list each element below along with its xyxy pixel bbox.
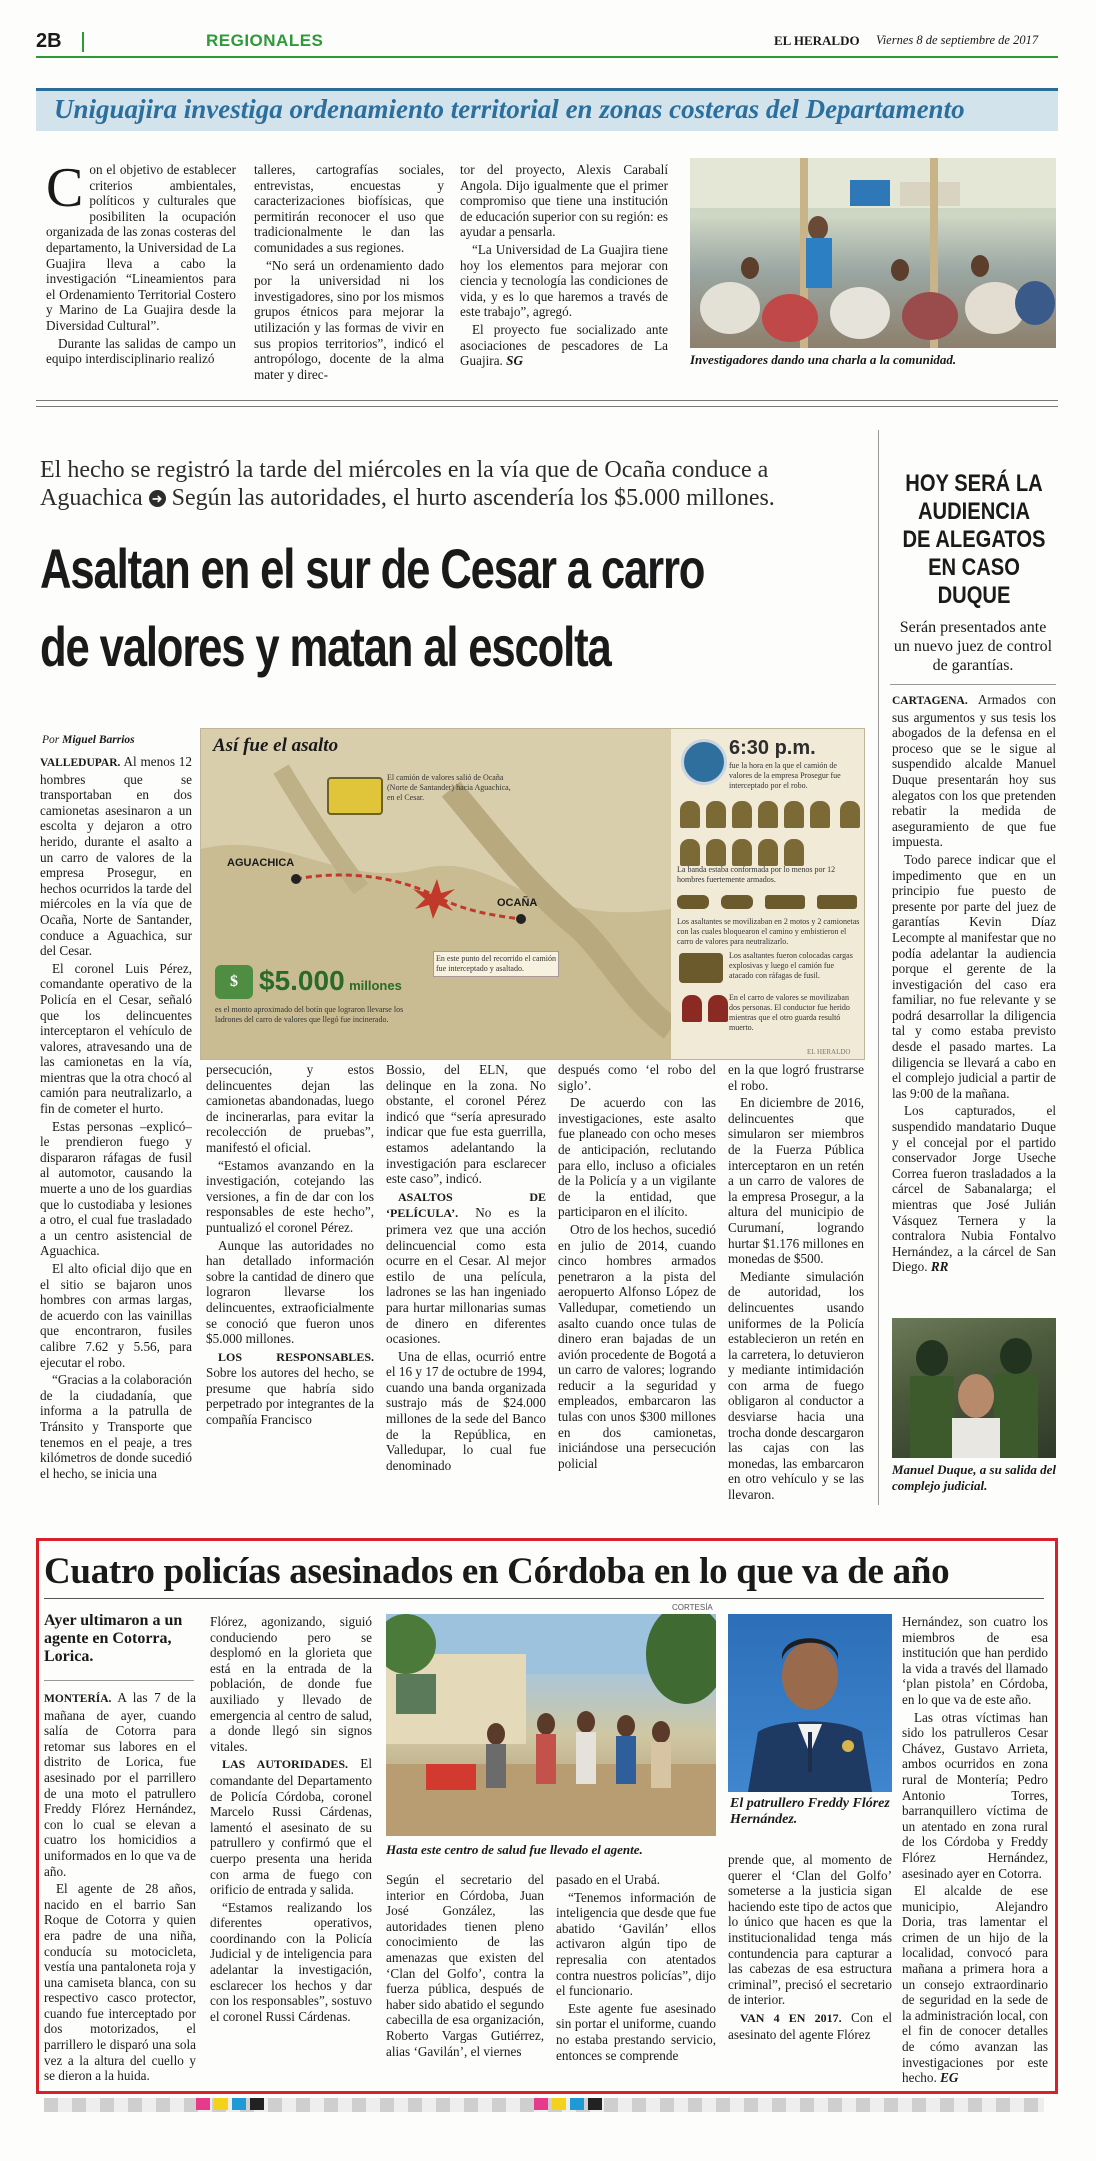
dateline: MONTERÍA. (44, 1693, 112, 1705)
cyan-swatch (232, 2098, 246, 2110)
sidebar-divider (878, 430, 879, 1505)
paragraph: El coronel Luis Pérez, comandante operativo de la Policía en el Cesar, señaló que los delincuentes interceptaron el vehículo de valores, atravesando una de las camionetas en la vía, mientras que la otra chocó al camión para neutralizarlo, a fin de cometer el hurto. (40, 960, 192, 1117)
story3-column-1 (44, 1690, 196, 2086)
story2-title-line-1: Asaltan en el sur de Cesar a carro (40, 537, 705, 600)
header-rule (36, 56, 1058, 58)
byline (42, 734, 135, 746)
signature: EG (940, 2070, 959, 2086)
paragraph: Los capturados, el suspendido mandatario Duque y el concejal por el partido conservador Jorge Useche Correa fueron trasladados a la cárcel de Sabanalarga; el mientras que José Julián Vásquez Ternera y la contralora Nubia Fontalvo Hernández, a la cárcel de San Diego. (892, 1103, 1056, 1275)
story3-column-5 (728, 1852, 892, 2044)
section-name: REGIONALES (206, 31, 324, 50)
kicker-part-2: Según las autoridades, el hurto ascendería los $5.000 millones. (171, 485, 775, 511)
paragraph: Aunque las autoridades no han detallado información sobre la cantidad de dinero que lograron llevarse los delincuentes, extraoficialmente se conoció que fueron unos $5.000 millones. (206, 1237, 374, 1347)
paragraph: De acuerdo con las investigaciones, este asalto fue planeado con ocho meses de anticipación, reclutando para ello, incluso a oficiales de la Policía y a un vigilante de la entidad, que participaron en el ilícito. (558, 1095, 716, 1220)
paragraph: pasado en el Urabá. (556, 1872, 660, 1887)
paragraph: Sobre los autores del hecho, se presume que habría sido perpetrado por integrantes de la compañía Francisco (206, 1365, 374, 1428)
paragraph: Bossio, del ELN, que delinque en la zona. No obstante, el coronel Pérez indicó que “sería apresurado indicar que fue esta guerrilla, estamos adelantando la investigación para esclarecer este caso”, indicó. (386, 1062, 546, 1187)
paragraph: Otro de los hechos, sucedió en julio de 2014, cuando cinco hombres armados penetraron a la pista del aeropuerto Alfonso López de Valledupar, cometiendo un asalto cuando once tulas de dinero eran bajadas de un avión procedente de Bogotá a un carro de valores; logrando reducir a la seguridad y empleados, embarcaron las tulas con unos $300 millones en dos camionetas, iniciándose una persecución policial (558, 1221, 716, 1471)
truck-note: El camión de valores salió de Ocaña (Norte de Santander) hacia Aguachica, en el Cesar. (387, 773, 511, 802)
infographic-title: Así fue el asalto (213, 735, 339, 756)
story2-column-4 (558, 1062, 716, 1473)
paragraph: “La Universidad de La Guajira tiene hoy los elementos para mejorar con ciencia y tecnología las condiciones de vida, y es lo que haremos a través de este trabajo”, agregó. (460, 241, 668, 320)
paragraph: Durante las salidas de campo un equipo interdisciplinario realizó (46, 335, 236, 367)
researchers-caption: Investigadores dando una charla a la comunidad. (690, 352, 957, 367)
paragraph: tor del proyecto, Alexis Carabalí Angola. Dijo igualmente que el primer compromiso que tiene una institución de educación superior con su región: es ayudar a pensarla. (460, 162, 668, 240)
yellow-swatch (214, 2098, 228, 2110)
money-value (259, 965, 402, 997)
dateline: CARTAGENA. (892, 695, 968, 707)
sidebar-subtitle: Serán presentados ante un nuevo juez de control de garantías. (893, 619, 1053, 674)
story3-subtitle-rule (44, 1680, 194, 1681)
dateline: VALLEDUPAR. (40, 757, 121, 769)
paragraph: El agente de 28 años, nacido en el barrio San Roque de Cotorra y quien era padre de una niña, conducía su motocicleta, vestía una pantaloneta roja y una camiseta blanca, con su respectivo casco protector, cuando fue interceptado por dos motorizados, el parrillero le disparó una sola vez a la altura del cuello y se dieron a la huida. (44, 1881, 196, 2084)
story2-column-5 (728, 1062, 864, 1505)
clock-icon (681, 739, 727, 785)
paragraph: Al menos 12 hombres que se transportaban en dos camionetas asesinaron a un escolta y dejaron a otro herido, durante el asalto a un carro de valores de la empresa Prosegur, en hechos ocurridos la tarde del miércoles en la vía que de Ocaña, Norte de Santander, conduce a Aguachica, sur del Cesar. (40, 754, 192, 959)
paragraph: Mediante simulación de autoridad, los delincuentes usando uniformes de la Policía establecieron un retén en la carretera, lo detuvieron y mediante intimidación con arma de fuego obligaron al conductor a desviarse hacia una trocha donde descargaron las cajas con las monedas, las embarcaron en otro vehículo y se las llevaron. (728, 1268, 864, 1503)
subheading: LAS AUTORIDADES. (222, 1757, 349, 1772)
paragraph: Hernández, son cuatro los miembros de esa institución que han perdido la vida a través del llamado ‘plan pistola’ en Córdoba, en lo que va de este año. (902, 1614, 1048, 1707)
paragraph: Este agente fue asesinado sin portar el uniforme, cuando no estaba prestando servicio, entonces se comprende (556, 2000, 716, 2063)
paragraph: Una de ellas, ocurrió entre el 16 y 17 de octubre de 1994, cuando una banda organizada sustrajo más de $24.000 millones de la sede del Banco de la República, en Valledupar, lo cual fue denominado (386, 1348, 546, 1473)
weapons-note: Los asaltantes fueron colocadas cargas explosivas y luego el camión fue atacado con ráfagas de fusil. (729, 951, 853, 980)
victims-note: En el carro de valores se movilizaban dos personas. El conductor fue herido mientras que el otro guarda resultó muerto. (729, 993, 850, 1032)
paragraph: El alto oficial dijo que en el sitio se bajaron unos hombres con armas largas, de acuerdo con las vainillas que encontraron, fusiles calibre 7.62 y 5.56, para ejecutar el robo. (40, 1261, 192, 1370)
paragraph: on el objetivo de establecer criterios ambientales, políticos y culturales que posibiliten la ocupación organizada de las zonas costeras del departamento, la Universidad de La Guajira lleva a cabo la investigación “Lineamientos para el Ordenamiento Territorial Costero y Marino de La Guajira desde la Diversidad Cultural”. (46, 162, 236, 333)
story2-kicker (40, 456, 840, 512)
signature: SG (506, 353, 523, 369)
gang-note: La banda estaba conformada por lo menos por 12 hombres fuertemente armados. (677, 865, 836, 884)
story1-column-1 (46, 157, 236, 369)
kicker-part-1: El hecho se registró la tarde del miércoles en la vía que de Ocaña conduce a Aguachica (40, 457, 769, 511)
paragraph: en la que logró frustrarse el robo. (728, 1062, 864, 1093)
arrow-bullet-icon: ➜ (149, 490, 166, 507)
health-center-illustration (386, 1614, 716, 1836)
subheading: VAN 4 EN 2017. (740, 2010, 842, 2025)
paragraph: A las 7 de la mañana de ayer, cuando salía de Cotorra para retomar sus labores en el distrito de Lorica, fue asesinado por el parrillero de una moto el patrullero Freddy Flórez Hernández, con lo cual se elevan a cuatro los homicidios a uniformados en lo que va de año. (44, 1690, 196, 1879)
sidebar-body (892, 692, 1056, 1277)
sidebar-rule (890, 684, 1056, 685)
paragraph: “Estamos avanzando en la investigación, cotejando las versiones, a fin de dar con los responsables de este hecho”, puntualizó el coronel Pérez. (206, 1157, 374, 1235)
money-bag-icon: $ (215, 965, 253, 999)
money-note: es el monto aproximado del botín que lograron llevarse los ladrones del carro de valores que llegó fue incinerado. (215, 1005, 404, 1024)
page-number: 2B (36, 30, 62, 52)
paragraph: Según el secretario del interior en Córdoba, Juan José González, las autoridades tienen pleno conocimiento de las amenazas que existen del ‘Clan del Golfo’, contra la fuerza pública, después de haber sido abatido el segundo cabecilla de esa organización, Roberto Vargas Gutiérrez, alias ‘Gavilán’, el viernes (386, 1872, 544, 2059)
paragraph: El proyecto fue socializado ante asociaciones de pescadores de La Guajira. (460, 321, 668, 369)
paragraph: El comandante del Departamento de Policía Córdoba, coronel Marcelo Russi Cárdenas, lamentó el asesinato de su patrullero y confirmó que el cuerpo presenta una herida con arma de fuego con orificio de entrada y salida. (210, 1756, 372, 1898)
black-swatch (250, 2098, 264, 2110)
duque-photo (892, 1318, 1056, 1458)
paragraph: prende que, al momento de querer el ‘Clan del Golfo’ someterse a la justicia sigan haciendo este tipo de actos que lo único que hacen es que la institucionalidad tenga más contundencia para capturar a las cabezas de esa estructura criminal”, precisó el secretario de interior. (728, 1852, 892, 2008)
paragraph: “Estamos realizando los diferentes operativos, coordinando con la Policía Judicial y de inteligencia para adelantar la investigación, esclarecer los hechos y dar con los responsables”, sostuvo el coronel Russi Cárdenas. (210, 1899, 372, 2024)
map-label-aguachica: AGUACHICA (227, 857, 295, 869)
assault-time: 6:30 p.m. (729, 737, 816, 759)
paragraph: después como ‘el robo del siglo’. (558, 1062, 716, 1093)
cyan-swatch (570, 2098, 584, 2110)
sidebar-title: HOY SERÁ LA AUDIENCIA DE ALEGATOS EN CASO DUQUE (902, 470, 1046, 609)
black-swatch (588, 2098, 602, 2110)
yellow-swatch (552, 2098, 566, 2110)
assault-infographic (200, 728, 865, 1060)
paragraph: persecución, y estos delincuentes dejan las camionetas abandonadas, luego de incinerarlas, para evitar la recolección de pruebas”, manifestó el oficial. (206, 1062, 374, 1155)
paragraph: Todo parece indicar que el impedimento que en un principio fue puesto de presente por parte del juez de garantías Kevin Díaz Lecompte al manifestar que no podía adelantar la audiencia porque el gerente de la investigación del caso era familiar, no fue relevante y se podrá desarrollar la diligencia tal y como estaba previsto desde el pasado martes. La diligencia se llevará a cabo en el complejo judicial a partir de las 9:00 de la mañana. (892, 851, 1056, 1101)
byline-prefix: Por (42, 734, 60, 746)
health-center-caption: Hasta este centro de salud fue llevado el agente. (386, 1842, 643, 1857)
paragraph: Con el asesinato del agente Flórez (728, 2009, 892, 2042)
story3-title: Cuatro policías asesinados en Córdoba en lo que va de año (44, 1551, 950, 1592)
paragraph: Estas personas –explicó– le prendieron fuego y dispararon ráfagas de fusil al automotor, causando la muerte a uno de los guardias que lo custodiaba y lesiones a otro, el cual fue trasladado a un centro asistencial de Aguachica. (40, 1118, 192, 1259)
story2-title-line-2: de valores y matan al escolta (40, 615, 611, 678)
money-amount: $5.000 (259, 965, 345, 996)
paragraph: Las otras víctimas han sido los patrulleros Cesar Chávez, Gustavo Arrieta, ambos ocurridos en zona rural de Montería; Pedro Antonio Torres, barranquillero víctima de un atentado en zona rural de los Córdoba y Freddy Flórez Hernández, asesinado ayer en Cotorra. (902, 1709, 1048, 1881)
story2-column-2 (206, 1062, 374, 1430)
photo-credit: CORTESÍA (672, 1603, 713, 1612)
researchers-photo (690, 158, 1056, 348)
dropcap: C (46, 157, 84, 219)
subheading: ASALTOS DE ‘PELÍCULA’. (386, 1189, 546, 1221)
health-center-photo (386, 1614, 716, 1836)
story3-title-rule (44, 1598, 1044, 1599)
byline-name: Miguel Barrios (62, 734, 135, 746)
patrolman-photo (728, 1614, 892, 1792)
story3-column-4 (556, 1872, 716, 2065)
story1-column-3 (460, 162, 668, 371)
story1-banner (36, 88, 1058, 131)
point-note: En este punto del recorrido el camión fue interceptado y asaltado. (433, 951, 559, 977)
time-note: fue la hora en la que el camión de valores de la empresa Prosegur fue interceptado por el robo. (729, 761, 841, 790)
paragraph: No es la primera vez que una acción delincuencial como esta ocurre en el Cesar. Al mejor estilo de una película, ladrones se las han ingeniado para hurtar millonarias sumas de dinero en diferentes ocasiones. (386, 1205, 547, 1347)
print-color-bar (44, 2098, 1044, 2112)
newspaper-name: EL HERALDO (774, 33, 860, 48)
paragraph: “No será un ordenamiento dado por la universidad ni los investigadores, sino por los mismos grupos étnicos para mejorar la utilización y las formas de vivir en sus propios territorios”, indicó el antropólogo, docente de la alma mater y direc- (254, 257, 444, 382)
duque-caption: Manuel Duque, a su salida del complejo judicial. (892, 1462, 1056, 1493)
armored-truck-icon (327, 777, 383, 815)
infographic-credit: EL HERALDO (807, 1048, 851, 1056)
map-label-ocana: OCAÑA (497, 897, 538, 909)
section-divider (82, 32, 84, 52)
vehicles-note: Los asaltantes se movilizaban en 2 motos y 2 camionetas con las cuales bloquearon el camino y embistieron el carro de valores para neutralizarlo. (677, 917, 860, 946)
duque-illustration (892, 1318, 1056, 1458)
story-separator (36, 400, 1058, 407)
money-unit: millones (349, 978, 402, 993)
researchers-illustration (690, 158, 1056, 348)
subheading: LOS RESPONSABLES. (218, 1349, 374, 1364)
vehicles-icons (677, 895, 863, 913)
magenta-swatch (196, 2098, 210, 2110)
story3-column-3 (386, 1872, 544, 2061)
paragraph: Flórez, agonizando, siguió conduciendo pero se desplomó en la glorieta que está en la entrada de la población, de donde fue auxiliado y llevado de emergencia al centro de salud, a donde llegó sin signos vitales. (210, 1614, 372, 1754)
paragraph: Armados con sus argumentos y sus tesis los abogados de la defensa en el proceso que se le sigue al suspendido alcalde Manuel Duque presentarán hoy sus alegatos con los que pretenden rebatir la medida de aseguramiento de que fue impuesta. (892, 692, 1056, 850)
weapons-icon (679, 953, 723, 983)
paragraph: El alcalde de ese municipio, Alejandro Doria, tras lamentar el crimen de un hijo de la localidad, convocó para mañana a primera hora a un consejo extraordinario de seguridad en la sede de la administración local, con el fin de conocer detalles de cómo avanzan las investigaciones por este hecho. (902, 1883, 1048, 2086)
story1-column-2 (254, 162, 444, 384)
story2-column-1 (40, 754, 192, 1483)
patrolman-caption: El patrullero Freddy Flórez Hernández. (730, 1796, 890, 1827)
paragraph: talleres, cartografías sociales, entrevistas, encuestas y caracterizaciones biofísicas, que permitirán reconocer el uso que tradicionalmente le dan las comunidades a sus regiones. (254, 162, 444, 255)
issue-date: Viernes 8 de septiembre de 2017 (876, 33, 1039, 47)
story3-column-2 (210, 1614, 372, 2026)
story3-column-6 (902, 1614, 1048, 2088)
patrolman-illustration (728, 1614, 892, 1792)
paragraph: “Gracias a la colaboración de la ciudadanía, que informa a la patrulla de Tránsito y Transporte que tenemos en el peaje, a tres kilómetros de donde sucedió el hecho, se inicia una (40, 1372, 192, 1481)
signature: RR (930, 1259, 949, 1275)
story1-title: Uniguajira investiga ordenamiento territorial en zonas costeras del Departamento (54, 94, 965, 124)
story2-column-3 (386, 1062, 546, 1475)
paragraph: “Tenemos información de inteligencia que desde que fue abatido ‘Gavilán’ ellos activaron algún tipo de represalia con atentados contra nuestros policías”, dijo el funcionario. (556, 1889, 716, 1999)
story3-subtitle: Ayer ultimaron a un agente en Cotorra, Lorica. (44, 1612, 183, 1665)
paragraph: En diciembre de 2016, delincuentes que simularon ser miembros de la Fuerza Pública interceptaron en un retén a un carro de valores de la empresa Prosegur, a la altura del municipio de Curumaní, logrando hurtar $1.176 millones en monedas de $500. (728, 1095, 864, 1267)
victims-icons (679, 995, 731, 1027)
magenta-swatch (534, 2098, 548, 2110)
